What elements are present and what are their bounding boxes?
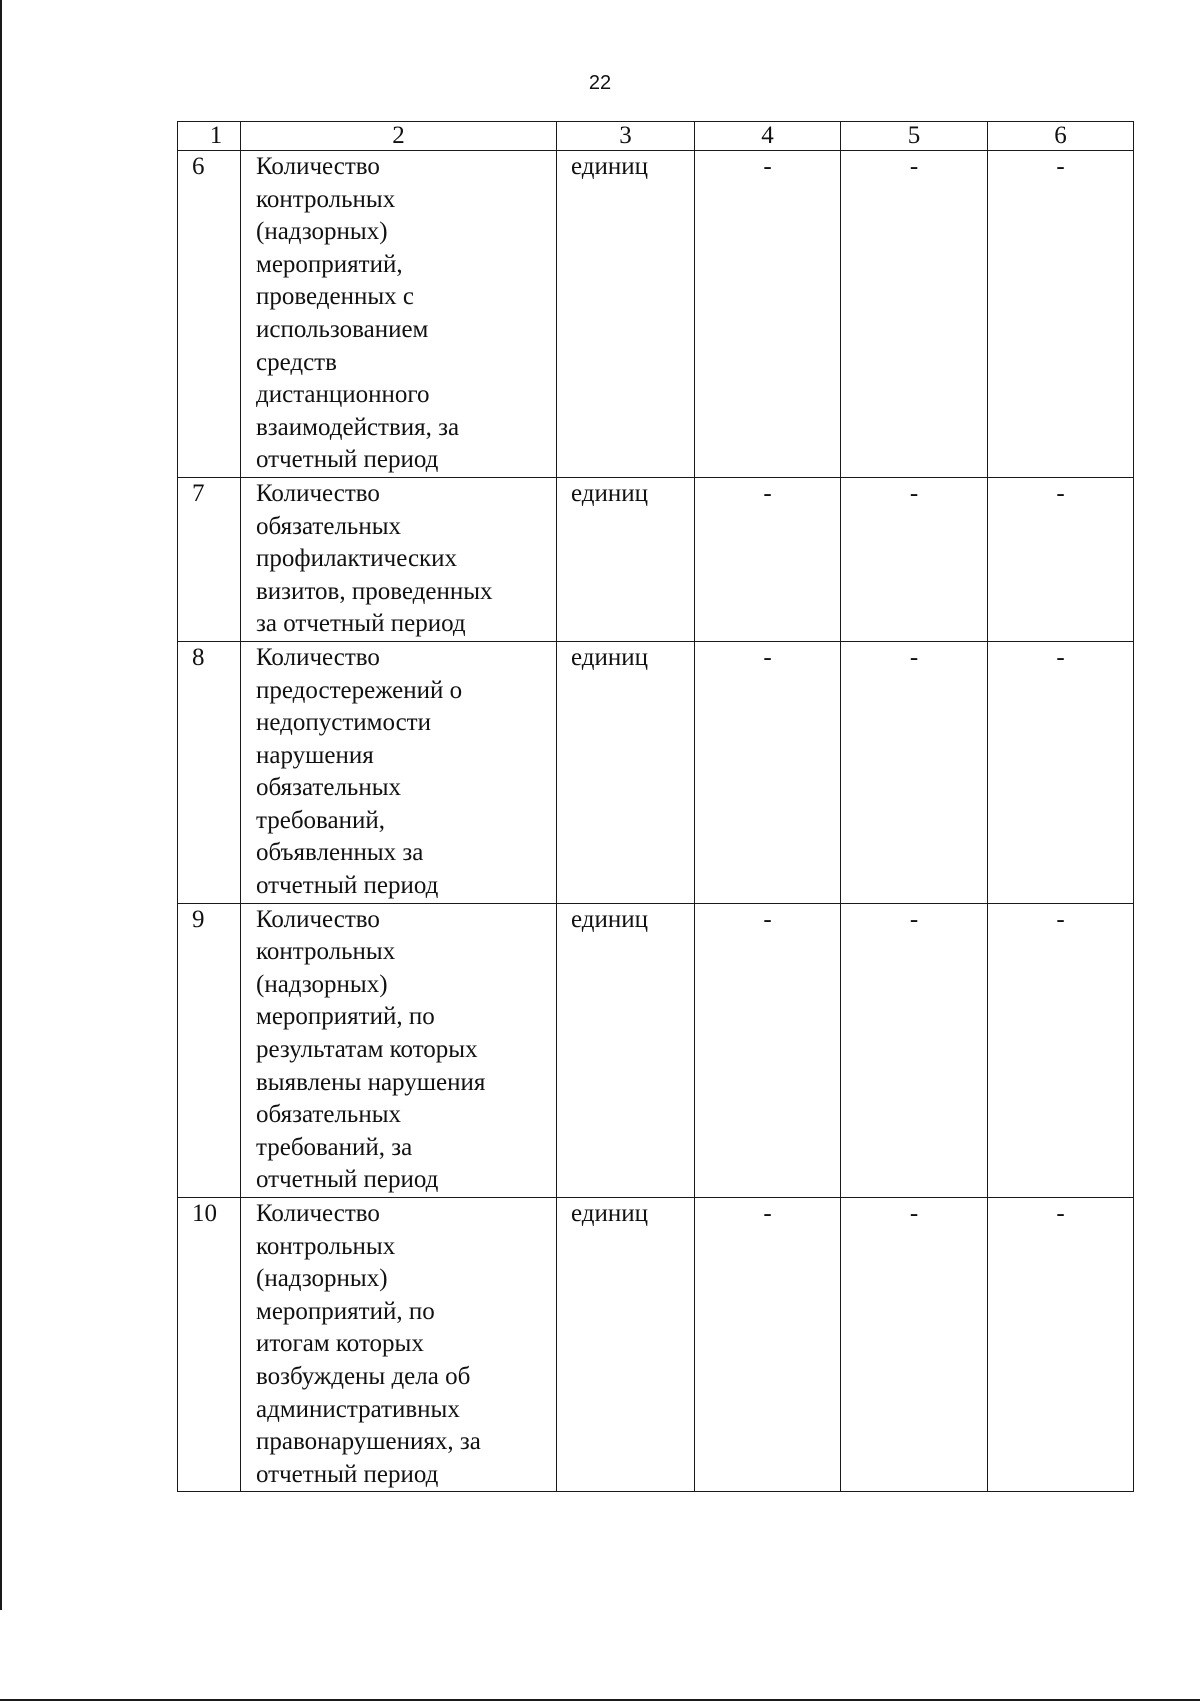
header-cell-6: 6 <box>988 122 1134 151</box>
value-cell-4: - <box>695 477 841 641</box>
row-number: 8 <box>178 641 241 903</box>
scan-edge-bottom <box>0 1699 1200 1701</box>
indicator-line: (надзорных) <box>256 1265 388 1293</box>
indicator-cell <box>241 477 557 641</box>
indicators-table <box>177 121 1134 1492</box>
row-number: 6 <box>178 151 241 478</box>
table-row <box>178 1198 1134 1492</box>
header-cell-3: 3 <box>557 122 695 151</box>
value-cell-6: - <box>988 477 1134 641</box>
indicator-line: мероприятий, <box>256 250 403 278</box>
indicator-line: требований, за <box>256 1133 413 1161</box>
value-cell-6: - <box>988 1198 1134 1492</box>
value-cell-5: - <box>841 641 988 903</box>
indicator-line: итогам которых <box>256 1330 424 1358</box>
indicator-line: Количество <box>256 643 380 671</box>
indicator-line: (надзорных) <box>256 970 388 998</box>
indicator-line: возбуждены дела об <box>256 1362 471 1390</box>
value-cell-6: - <box>988 641 1134 903</box>
indicator-line: за отчетный период <box>256 610 466 638</box>
indicator-line: Количество <box>256 479 380 507</box>
indicator-line: контрольных <box>256 185 396 213</box>
indicator-line: дистанционного <box>256 381 430 409</box>
value-cell-4: - <box>695 1198 841 1492</box>
indicator-line: предостережений о <box>256 676 463 704</box>
table-row <box>178 903 1134 1197</box>
indicator-line: обязательных <box>256 774 401 802</box>
unit-cell: единиц <box>557 151 695 478</box>
indicator-line: обязательных <box>256 512 401 540</box>
indicator-line: недопустимости <box>256 709 431 737</box>
header-cell-5: 5 <box>841 122 988 151</box>
indicator-line: обязательных <box>256 1101 401 1129</box>
value-cell-4: - <box>695 641 841 903</box>
indicator-line: результатам которых <box>256 1036 478 1064</box>
indicator-line: отчетный период <box>256 446 439 474</box>
indicator-line: Количество <box>256 153 380 180</box>
value-cell-4: - <box>695 151 841 478</box>
indicator-line: правонарушениях, за <box>256 1428 481 1456</box>
value-cell-4: - <box>695 903 841 1197</box>
indicator-line: профилактических <box>256 545 458 573</box>
table-header-row <box>178 122 1134 151</box>
indicator-line: требований, <box>256 806 386 834</box>
unit-cell: единиц <box>557 641 695 903</box>
indicator-cell <box>241 641 557 903</box>
value-cell-5: - <box>841 151 988 478</box>
indicator-cell <box>241 1198 557 1492</box>
value-cell-5: - <box>841 1198 988 1492</box>
header-cell-2: 2 <box>241 122 557 151</box>
row-number: 10 <box>178 1198 241 1492</box>
indicator-line: контрольных <box>256 1232 396 1260</box>
unit-cell: единиц <box>557 1198 695 1492</box>
indicator-line: использованием <box>256 315 429 343</box>
value-cell-6: - <box>988 151 1134 478</box>
indicator-line: Количество <box>256 905 380 933</box>
page-number: 22 <box>588 72 612 94</box>
scan-edge-left <box>0 0 2 1610</box>
value-cell-6: - <box>988 903 1134 1197</box>
indicator-line: мероприятий, по <box>256 1003 435 1031</box>
value-cell-5: - <box>841 903 988 1197</box>
row-number: 9 <box>178 903 241 1197</box>
table-row <box>178 477 1134 641</box>
row-number: 7 <box>178 477 241 641</box>
indicator-line: отчетный период <box>256 872 439 900</box>
indicator-line: контрольных <box>256 938 396 966</box>
indicator-line: нарушения <box>256 741 374 769</box>
indicator-cell <box>241 151 557 478</box>
table-row <box>178 641 1134 903</box>
indicator-line: отчетный период <box>256 1460 439 1488</box>
indicator-line: средств <box>256 348 337 376</box>
indicator-line: взаимодействия, за <box>256 413 460 441</box>
indicator-line: мероприятий, по <box>256 1297 435 1325</box>
value-cell-5: - <box>841 477 988 641</box>
header-cell-1: 1 <box>178 122 241 151</box>
indicator-line: объявленных за <box>256 839 424 867</box>
table-row <box>178 151 1134 478</box>
indicator-line: (надзорных) <box>256 218 388 246</box>
indicator-line: проведенных с <box>256 283 415 311</box>
indicator-line: визитов, проведенных <box>256 577 493 605</box>
indicator-line: административных <box>256 1395 460 1423</box>
unit-cell: единиц <box>557 477 695 641</box>
indicator-cell <box>241 903 557 1197</box>
unit-cell: единиц <box>557 903 695 1197</box>
indicator-line: выявлены нарушения <box>256 1068 486 1096</box>
indicator-line: Количество <box>256 1200 380 1227</box>
header-cell-4: 4 <box>695 122 841 151</box>
indicator-line: отчетный период <box>256 1166 439 1194</box>
